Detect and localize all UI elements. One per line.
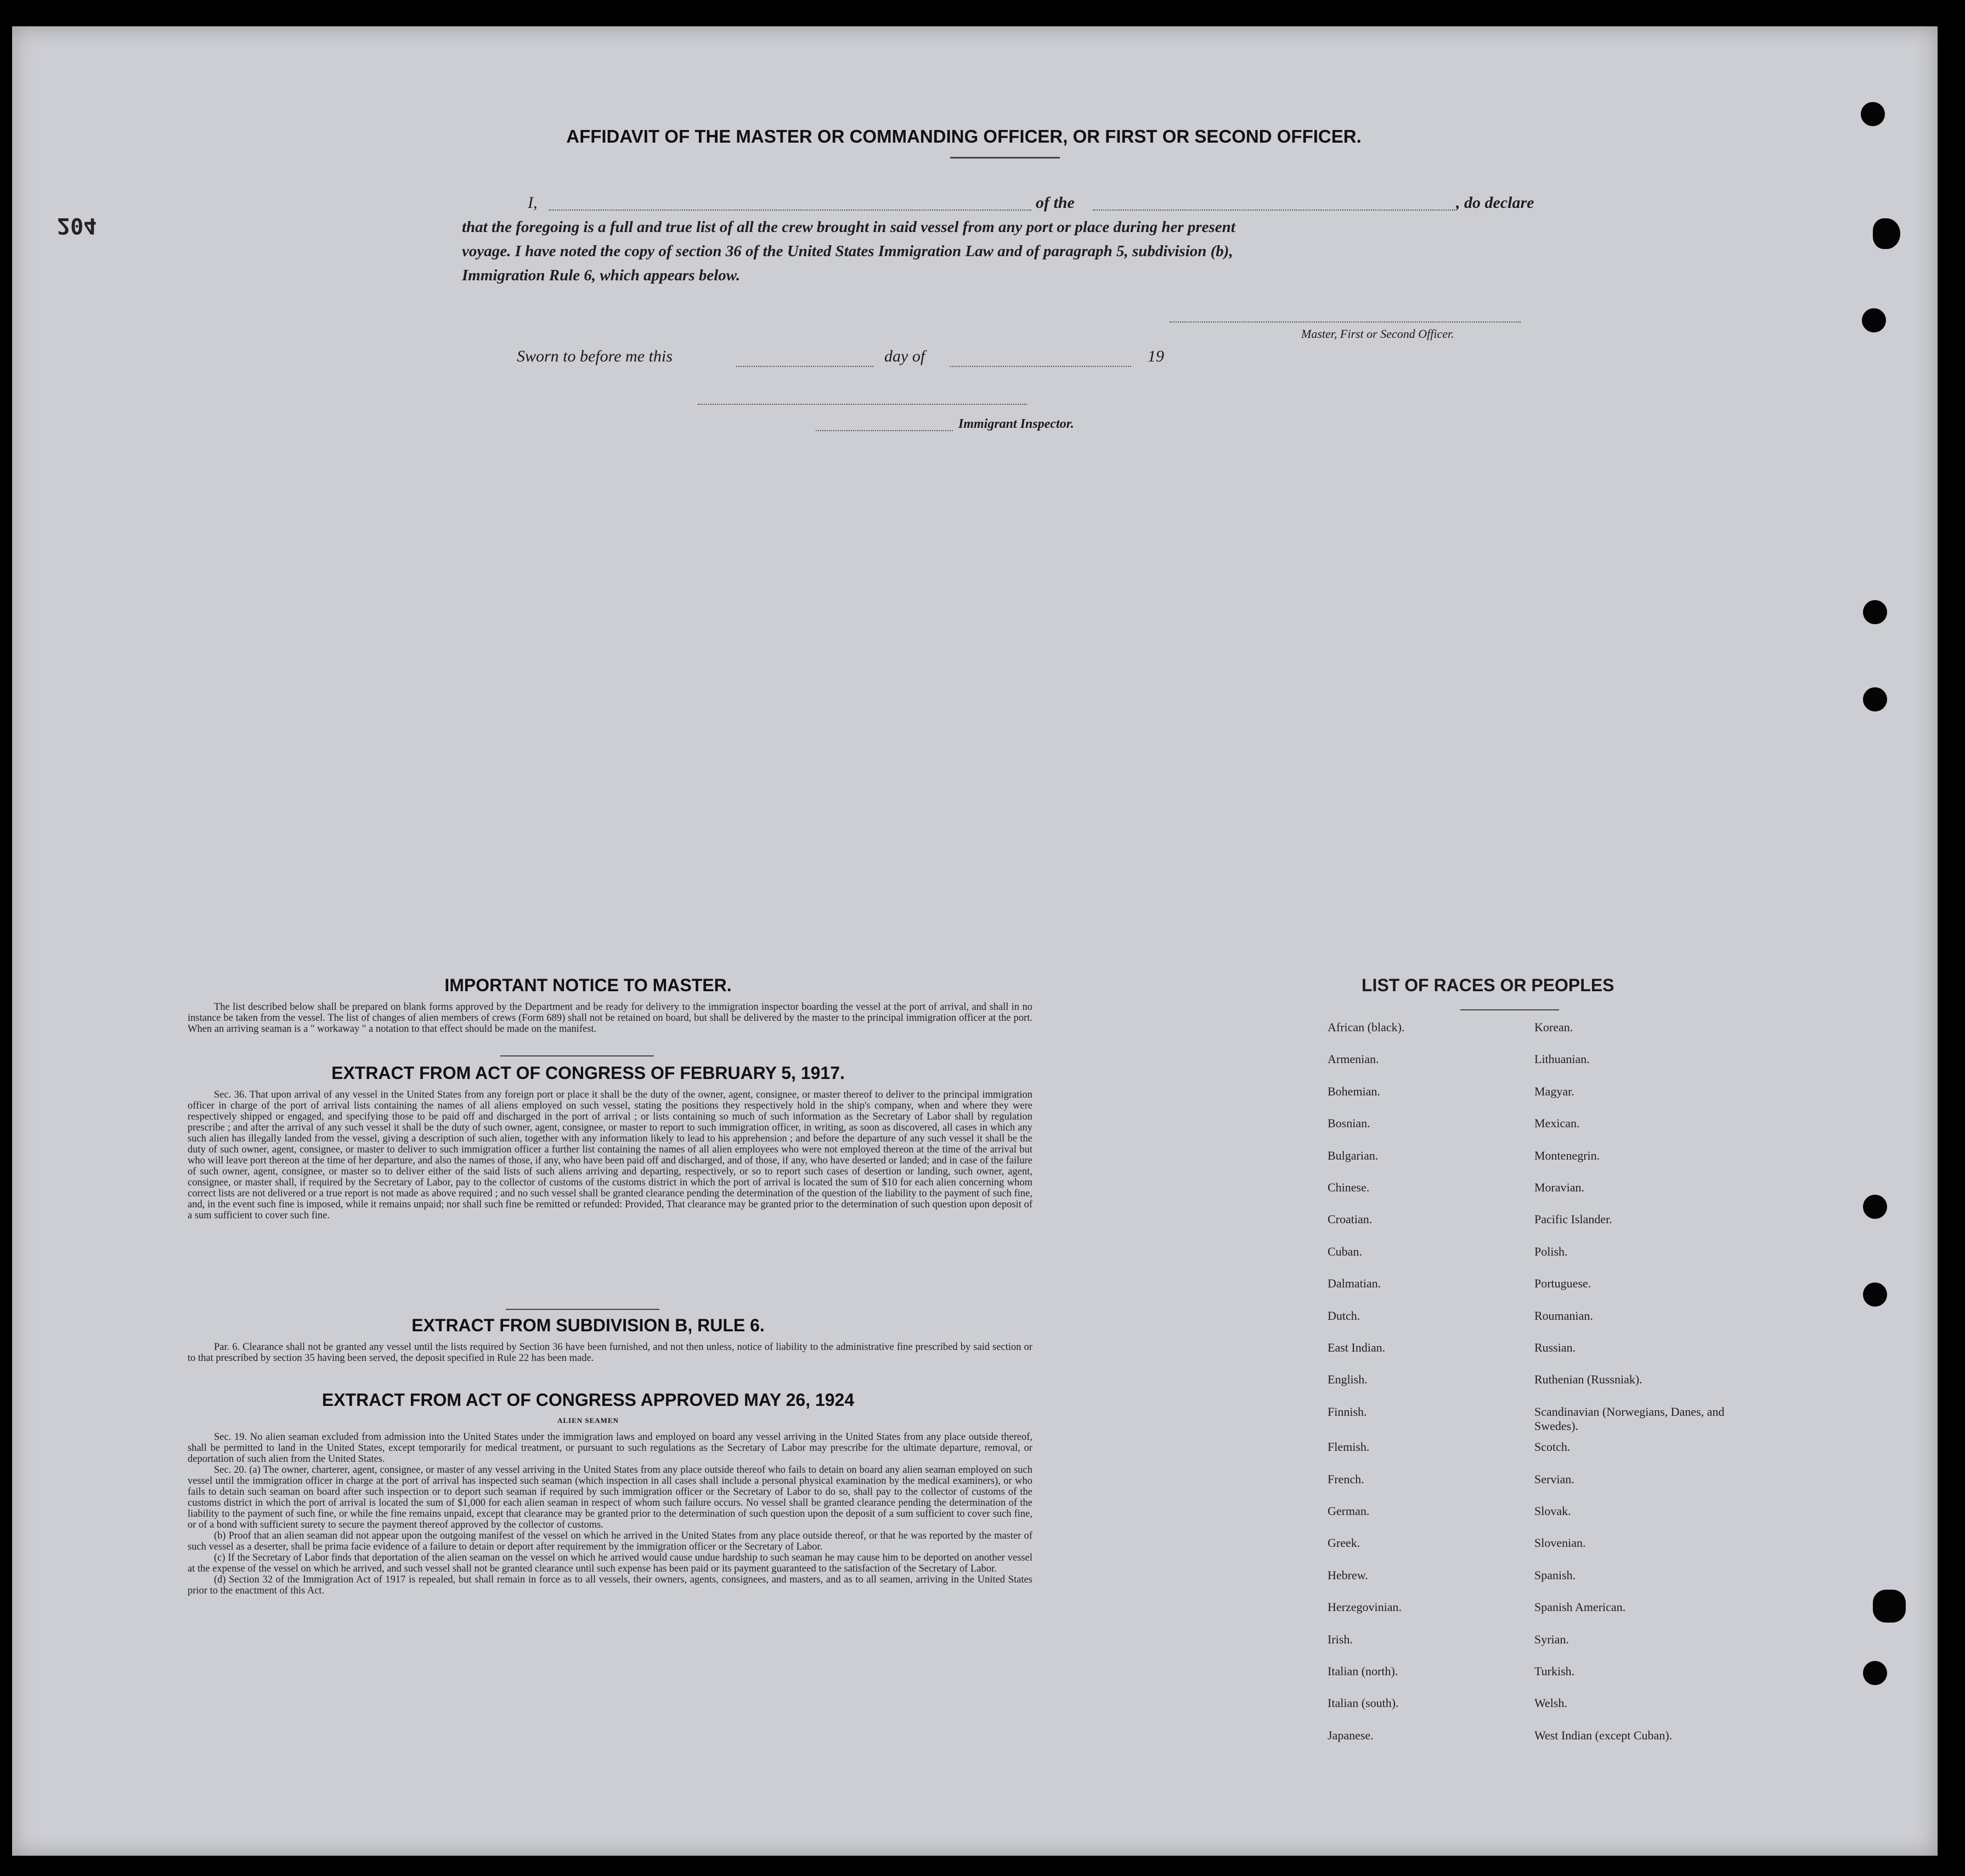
- extract-rule6-title: EXTRACT FROM SUBDIVISION B, RULE 6.: [411, 1315, 765, 1335]
- notices-column: [188, 975, 1032, 1771]
- sec-19-paragraph: Sec. 19. No alien seaman excluded from admission into the United States under the immigration laws and employed on board any vessel arriving in the United States from any place outside thereof, shall be permitted to land in the United States, except temporarily for medical treatment, or pursuant to such regulations as the Secretary of Labor may prescribe for the ultimate departure, removal, or deportation of such alien from the United States.: [188, 1432, 1032, 1465]
- race-item: Chinese.: [1328, 1180, 1370, 1194]
- name-line: [549, 210, 1031, 211]
- race-item: West Indian (except Cuban).: [1534, 1728, 1673, 1742]
- vessel-line: [1093, 210, 1455, 211]
- notice-text: [188, 1002, 1032, 1035]
- year-label: 19: [1148, 347, 1164, 365]
- race-item: Servian.: [1534, 1472, 1574, 1486]
- race-item: Irish.: [1328, 1632, 1353, 1646]
- race-item: Dalmatian.: [1328, 1276, 1381, 1291]
- race-item: Polish.: [1534, 1244, 1568, 1258]
- race-item: Scandinavian (Norwegians, Danes, and Swedes).: [1534, 1404, 1725, 1433]
- race-item: Cuban.: [1328, 1244, 1362, 1258]
- race-item: Croatian.: [1328, 1212, 1373, 1227]
- race-item: Portuguese.: [1534, 1276, 1591, 1291]
- race-item: Montenegrin.: [1534, 1148, 1600, 1162]
- race-item: Japanese.: [1328, 1728, 1374, 1742]
- affidavit-declaration: [462, 191, 1559, 287]
- sworn-line: [517, 347, 1230, 369]
- punch-hole: [1863, 687, 1887, 711]
- race-item: Greek.: [1328, 1536, 1360, 1550]
- race-item: Spanish American.: [1534, 1600, 1626, 1614]
- race-item: Bohemian.: [1328, 1084, 1380, 1098]
- sec-20a-paragraph: Sec. 20. (a) The owner, charterer, agent, consignee, or master of any vessel arriving in the United States from any place outside thereof who fails to detain on board any alien seaman employed on such vessel until the immigration officer in charge at the port of arrival has inspected such seaman (which inspection in all cases shall include a personal physical examination by the medical examiners), or who fails to detain such seaman on board after such inspection or to deport such seaman if required by such immigration officer or the Secretary of Labor to do so, shall pay to the collector of customs of the customs district in which the port of arrival is located the sum of $1,000 for each alien seaman in respect of whom such failure occurs. No vessel shall be granted clearance pending the determination of the liability to the payment of such fine, or while the fine remains unpaid, except that clearance may be granted prior to the determination of such question upon the deposit of a sum sufficient to cover such fine, or of a bond with sufficient surety to secure the payment thereof approved by the collector of customs.: [188, 1465, 1032, 1530]
- affidavit-title: AFFIDAVIT OF THE MASTER OR COMMANDING OFFICER, OR FIRST OR SECOND OFFICER.: [566, 126, 1362, 146]
- race-item: Slovenian.: [1534, 1536, 1586, 1550]
- race-item: Italian (south).: [1328, 1696, 1399, 1710]
- race-item: Magyar.: [1534, 1084, 1574, 1098]
- document-page: [12, 26, 1938, 1856]
- punch-hole: [1863, 1661, 1887, 1685]
- sec-20d-paragraph: (d) Section 32 of the Immigration Act of 1917 is repealed, but shall remain in force as to all vessels, their owners, agents, consignees, and masters, and as to all seamen, arriving in the United States prior to the enactment of this Act.: [188, 1574, 1032, 1596]
- race-item: Hebrew.: [1328, 1568, 1368, 1582]
- master-signature-line: [1170, 321, 1521, 323]
- inspector-signature-line: [698, 404, 1027, 405]
- race-item: Ruthenian (Russniak).: [1534, 1372, 1642, 1387]
- declaration-line-2: that the foregoing is a full and true list of all the crew brought in said vessel from any port or place during her present: [462, 218, 1235, 236]
- sworn-label: Sworn to before me this: [517, 347, 673, 365]
- punch-hole: [1862, 308, 1886, 332]
- race-item: Flemish.: [1328, 1440, 1370, 1454]
- races-title: LIST OF RACES OR PEOPLES: [1362, 975, 1614, 995]
- race-item: English.: [1328, 1372, 1368, 1387]
- race-item: Korean.: [1534, 1020, 1573, 1034]
- inspector-short-line: [816, 430, 953, 431]
- notice-title: IMPORTANT NOTICE TO MASTER.: [444, 975, 732, 995]
- race-item: African (black).: [1328, 1020, 1405, 1034]
- race-item: Roumanian.: [1534, 1308, 1593, 1323]
- punch-hole: [1863, 1195, 1887, 1219]
- day-of-label: day of: [884, 347, 925, 365]
- race-item: Herzegovinian.: [1328, 1600, 1402, 1614]
- race-item: Pacific Islander.: [1534, 1212, 1612, 1227]
- extract-1917-text: [188, 1089, 1032, 1221]
- extract-rule6-text: [188, 1342, 1032, 1364]
- i-label: I,: [528, 194, 538, 212]
- race-item: Slovak.: [1534, 1504, 1571, 1518]
- divider: [506, 1309, 659, 1310]
- race-item: Welsh.: [1534, 1696, 1567, 1710]
- race-item: Russian.: [1534, 1341, 1576, 1354]
- race-item: Finnish.: [1328, 1404, 1367, 1419]
- race-item: East Indian.: [1328, 1341, 1386, 1354]
- race-item: Mexican.: [1534, 1116, 1580, 1131]
- race-item: German.: [1328, 1504, 1370, 1518]
- race-item: Moravian.: [1534, 1180, 1585, 1194]
- races-section: [1307, 975, 1778, 1787]
- race-item: Scotch.: [1534, 1440, 1571, 1454]
- punch-hole: [1863, 600, 1887, 624]
- punch-hole: [1873, 218, 1900, 249]
- extract-rule6-paragraph: Par. 6. Clearance shall not be granted any vessel until the lists required by Section 36 have been furnished, and not then unless, notice of liability to the administrative fine prescribed by said section or to that prescribed by section 35 having been served, the deposit specified in Rule 22 has been made.: [188, 1342, 1032, 1364]
- race-item: Syrian.: [1534, 1632, 1569, 1646]
- sec-20b-paragraph: (b) Proof that an alien seaman did not appear upon the outgoing manifest of the vessel on which he arrived in the United States from any place outside thereof, or that he was reported by the master of such vessel as a deserter, shall be prima facie evidence of a failure to detain or deport after requirement by the immigration officer or the Secretary of Labor.: [188, 1530, 1032, 1552]
- master-signature-label: Master, First or Second Officer.: [1301, 327, 1454, 341]
- divider: [950, 157, 1060, 159]
- race-item: Bosnian.: [1328, 1116, 1370, 1131]
- extract-1924-subtitle: ALIEN SEAMEN: [557, 1416, 619, 1425]
- race-item: French.: [1328, 1472, 1364, 1486]
- race-item: Spanish.: [1534, 1568, 1576, 1582]
- race-item: Bulgarian.: [1328, 1148, 1379, 1162]
- declaration-line-4: Immigration Rule 6, which appears below.: [462, 267, 741, 284]
- race-item: Dutch.: [1328, 1308, 1360, 1323]
- punch-hole: [1873, 1590, 1906, 1623]
- declaration-line-3: voyage. I have noted the copy of section 36 of the United States Immigration Law and of paragraph 5, subdivision (b),: [462, 242, 1233, 260]
- notice-paragraph: The list described below shall be prepared on blank forms approved by the Department and be ready for delivery to the immigration inspector boarding the vessel at the port of arrival, and shall in no instance be taken from the vessel. The list of changes of alien members of crews (Form 689) shall not be retained on board, but shall be delivered by the master to the principal immigration officer at the port. When an arriving seaman is a " workaway " a notation to that effect should be made on the manifest.: [188, 1002, 1032, 1035]
- divider: [500, 1055, 654, 1056]
- sworn-month-line: [950, 366, 1131, 367]
- do-declare-label: , do declare: [1456, 194, 1534, 212]
- punch-hole: [1861, 102, 1885, 126]
- extract-1924-text: [188, 1432, 1032, 1596]
- of-the-label: of the: [1036, 194, 1075, 212]
- extract-1917-title: EXTRACT FROM ACT OF CONGRESS OF FEBRUARY 5, 1917.: [331, 1063, 845, 1083]
- sworn-day-line: [736, 366, 873, 367]
- race-item: Armenian.: [1328, 1052, 1379, 1066]
- race-item: Lithuanian.: [1534, 1052, 1590, 1066]
- race-item: Italian (north).: [1328, 1664, 1398, 1678]
- extract-1917-paragraph: Sec. 36. That upon arrival of any vessel in the United States from any foreign port or place it shall be the duty of the owner, agent, consignee, or master thereof to deliver to the principal immigration officer in charge of the port of arrival lists containing the names of all aliens employed on such vessel, stating the positions they respectively hold in the ship's company, when and where they were respectively shipped or engaged, and specifying those to be paid off and discharged in the port of arrival ; or lists containing so much of such information as the Secretary of Labor shall by regulation prescribe ; and after the arrival of any such vessel it shall be the duty of such owner, agent, consignee, or master to report to such immigration officer, in writing, as soon as discovered, all cases in which any such alien has illegally landed from the vessel, giving a description of such alien, together with any information likely to lead to his apprehension ; and before the departure of any such vessel it shall be the duty of such owner, agent, consignee, or master to deliver to such immigration officer a further list containing the names of all alien employees who were not employed thereon at the time of the arrival but who will leave port thereon at the time of her departure, and also the names of those, if any, who have been paid off and discharged, and of those, if any, who have deserted or landed; and in case of the failure of such owner, agent, consignee, or master so to deliver either of the said lists of such aliens arriving and departing, respectively, or so to report such cases of desertion or landing, such owner, agent, consignee, or master shall, if required by the Secretary of Labor, pay to the collector of customs of the customs district in which the port of arrival is located the sum of $10 for each alien concerning whom correct lists are not delivered or a true report is not made as above required ; and no such vessel shall be granted clearance pending the determination of the question of the liability to the payment of such fine, and, in the event such fine is imposed, while it remains unpaid; nor shall such fine be remitted or refunded: Provided, That clearance may be granted prior to the determination of such question upon deposit of a sum sufficient to cover such fine.: [188, 1089, 1032, 1221]
- inspector-label: Immigrant Inspector.: [958, 417, 1074, 431]
- margin-stamp: 204: [57, 213, 97, 238]
- race-item: Turkish.: [1534, 1664, 1575, 1678]
- divider: [1460, 1009, 1559, 1010]
- punch-hole: [1863, 1282, 1887, 1307]
- extract-1924-title: EXTRACT FROM ACT OF CONGRESS APPROVED MAY 26, 1924: [321, 1390, 855, 1410]
- sec-20c-paragraph: (c) If the Secretary of Labor finds that deportation of the alien seaman on the vessel on which he arrived would cause undue hardship to such seaman he may cause him to be deported on another vessel at the expense of the vessel on which he arrived, and such vessel shall not be granted clearance until such expense has been paid or its payment guaranteed to the satisfaction of the Secretary of Labor.: [188, 1552, 1032, 1574]
